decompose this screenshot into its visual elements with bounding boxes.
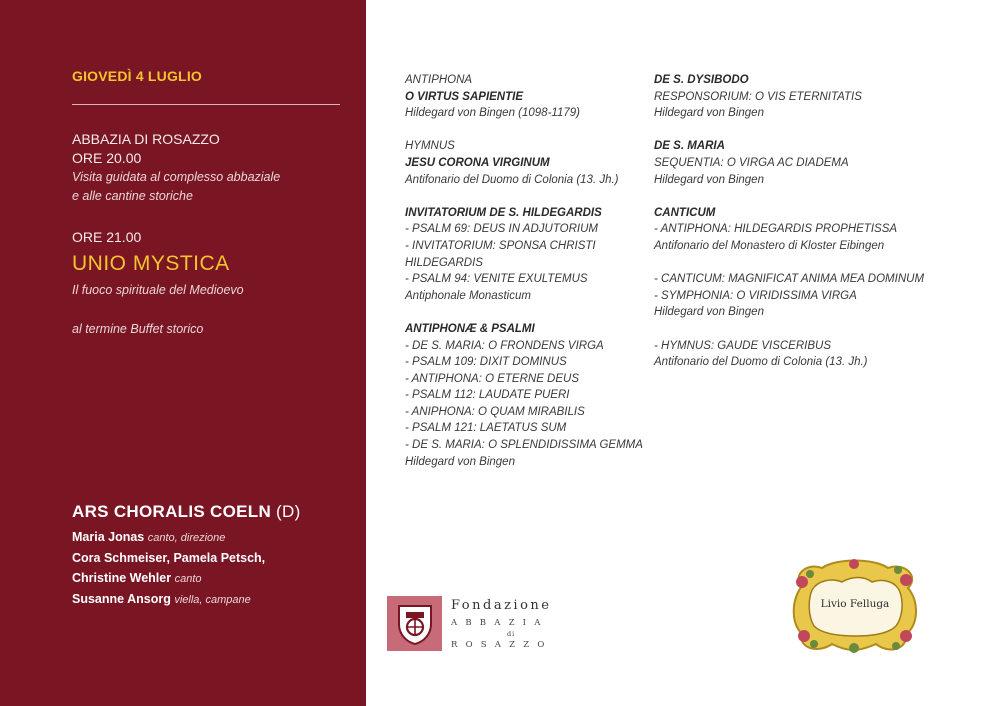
performer-row xyxy=(72,589,265,610)
program-title: CANTICUM xyxy=(654,206,716,219)
performer-role: viella, campane xyxy=(174,594,251,606)
livio-felluga-logo xyxy=(788,556,922,654)
fondazione-logo xyxy=(387,596,577,654)
program-line: RESPONSORIUM: O VIS ETERNITATIS xyxy=(654,90,862,103)
program-line: - INVITATORIUM: SPONSA CHRISTI xyxy=(405,239,596,252)
program-line: - ANTIPHONA: HILDEGARDIS PROPHETISSA xyxy=(654,223,898,236)
program-block xyxy=(405,72,645,122)
program-line: Antifonario del Duomo di Colonia (13. Jh.) xyxy=(405,173,619,186)
program-line: Antifonario del Duomo di Colonia (13. Jh.) xyxy=(654,356,868,369)
program-line: HILDEGARDIS xyxy=(405,256,483,269)
performer-name: Christine Wehler xyxy=(72,571,172,585)
program-title: JESU CORONA VIRGINUM xyxy=(405,156,550,169)
ensemble-label: ARS CHORALIS COELN xyxy=(72,502,272,521)
venue-block xyxy=(72,130,280,206)
program-line: - CANTICUM: MAGNIFICAT ANIMA MEA DOMINUM xyxy=(654,273,925,286)
program-block xyxy=(654,338,954,371)
program-line: - PSALM 109: DIXIT DOMINUS xyxy=(405,356,567,369)
abbazia-text: ABBAZIA xyxy=(451,618,549,628)
program-line: - HYMNUS: GAUDE VISCERIBUS xyxy=(654,339,831,352)
program-line: - PSALM 121: LAETATUS SUM xyxy=(405,422,567,435)
performer-row xyxy=(72,548,265,568)
program-line: ANTIPHONA xyxy=(405,74,473,86)
performer-row xyxy=(72,568,265,589)
venue-name: ABBAZIA DI ROSAZZO xyxy=(72,131,220,147)
program-title: DE S. MARIA xyxy=(654,140,725,153)
program-block xyxy=(654,72,954,122)
ensemble-name xyxy=(72,502,301,522)
buffet-note: al termine Buffet storico xyxy=(72,322,204,336)
program-block xyxy=(405,138,645,188)
program-line: Antifonario del Monastero di Kloster Eibingen xyxy=(654,239,885,252)
fondazione-text: Fondazione xyxy=(451,598,552,613)
program-line: Hildegard von Bingen xyxy=(405,455,515,468)
performer-role: canto, direzione xyxy=(147,532,226,544)
visit-line-2: e alle cantine storiche xyxy=(72,189,193,203)
concert-title: UNIO MYSTICA xyxy=(72,252,230,275)
performer-row xyxy=(72,527,265,548)
time-concert: ORE 21.00 xyxy=(72,229,142,245)
program-line: Hildegard von Bingen xyxy=(654,173,764,186)
program-block xyxy=(405,321,645,470)
program-column-1 xyxy=(405,72,645,487)
divider xyxy=(72,104,340,105)
program-title: INVITATORIUM DE S. HILDEGARDIS xyxy=(405,206,602,219)
program-title: O VIRTUS SAPIENTIE xyxy=(405,90,524,103)
program-line: - DE S. MARIA: O SPLENDIDISSIMA GEMMA xyxy=(405,439,643,452)
program-line: - DE S. MARIA: O FRONDENS VIRGA xyxy=(405,339,604,352)
time-visit: ORE 20.00 xyxy=(72,150,142,166)
performer-name: Susanne Ansorg xyxy=(72,592,171,606)
program-line: - PSALM 94: VENITE EXULTEMUS xyxy=(405,273,588,286)
program-title: DE S. DYSIBODO xyxy=(654,74,749,86)
ensemble-country: (D) xyxy=(276,502,301,521)
program-line: - PSALM 112: LAUDATE PUERI xyxy=(405,389,570,402)
performer-name: Cora Schmeiser, Pamela Petsch, xyxy=(72,551,266,565)
program-line: - ANIPHONA: O QUAM MIRABILIS xyxy=(405,405,585,418)
program-line: Antiphonale Monasticum xyxy=(405,289,531,302)
program-line: - ANTIPHONA: O ETERNE DEUS xyxy=(405,372,580,385)
event-date: GIOVEDÌ 4 LUGLIO xyxy=(72,68,202,84)
shield-icon xyxy=(387,596,442,651)
program-line: Hildegard von Bingen xyxy=(654,107,764,120)
program-block xyxy=(654,205,954,255)
program-line: SEQUENTIA: O VIRGA AC DIADEMA xyxy=(654,156,849,169)
visit-line-1: Visita guidata al complesso abbaziale xyxy=(72,170,281,184)
performers xyxy=(72,527,265,610)
program-title: ANTIPHONÆ & PSALMI xyxy=(405,322,535,335)
program-line: HYMNUS xyxy=(405,140,455,153)
program-block xyxy=(654,138,954,188)
program-line: Hildegard von Bingen (1098-1179) xyxy=(405,107,580,120)
performer-role: canto xyxy=(174,573,202,585)
program-column-2 xyxy=(654,72,954,387)
di-text: di xyxy=(507,630,516,638)
sponsor-name: Livio Felluga xyxy=(820,598,890,610)
program-block xyxy=(654,271,954,321)
rosazzo-text: ROSAZZO xyxy=(451,640,553,650)
performer-name: Maria Jonas xyxy=(72,530,145,544)
left-panel xyxy=(0,0,366,706)
concert-subtitle: Il fuoco spirituale del Medioevo xyxy=(72,283,244,297)
program-block xyxy=(405,205,645,305)
program-line: Hildegard von Bingen xyxy=(654,306,764,319)
program-line: - PSALM 69: DEUS IN ADJUTORIUM xyxy=(405,223,598,236)
program-line: - SYMPHONIA: O VIRIDISSIMA VIRGA xyxy=(654,289,857,302)
